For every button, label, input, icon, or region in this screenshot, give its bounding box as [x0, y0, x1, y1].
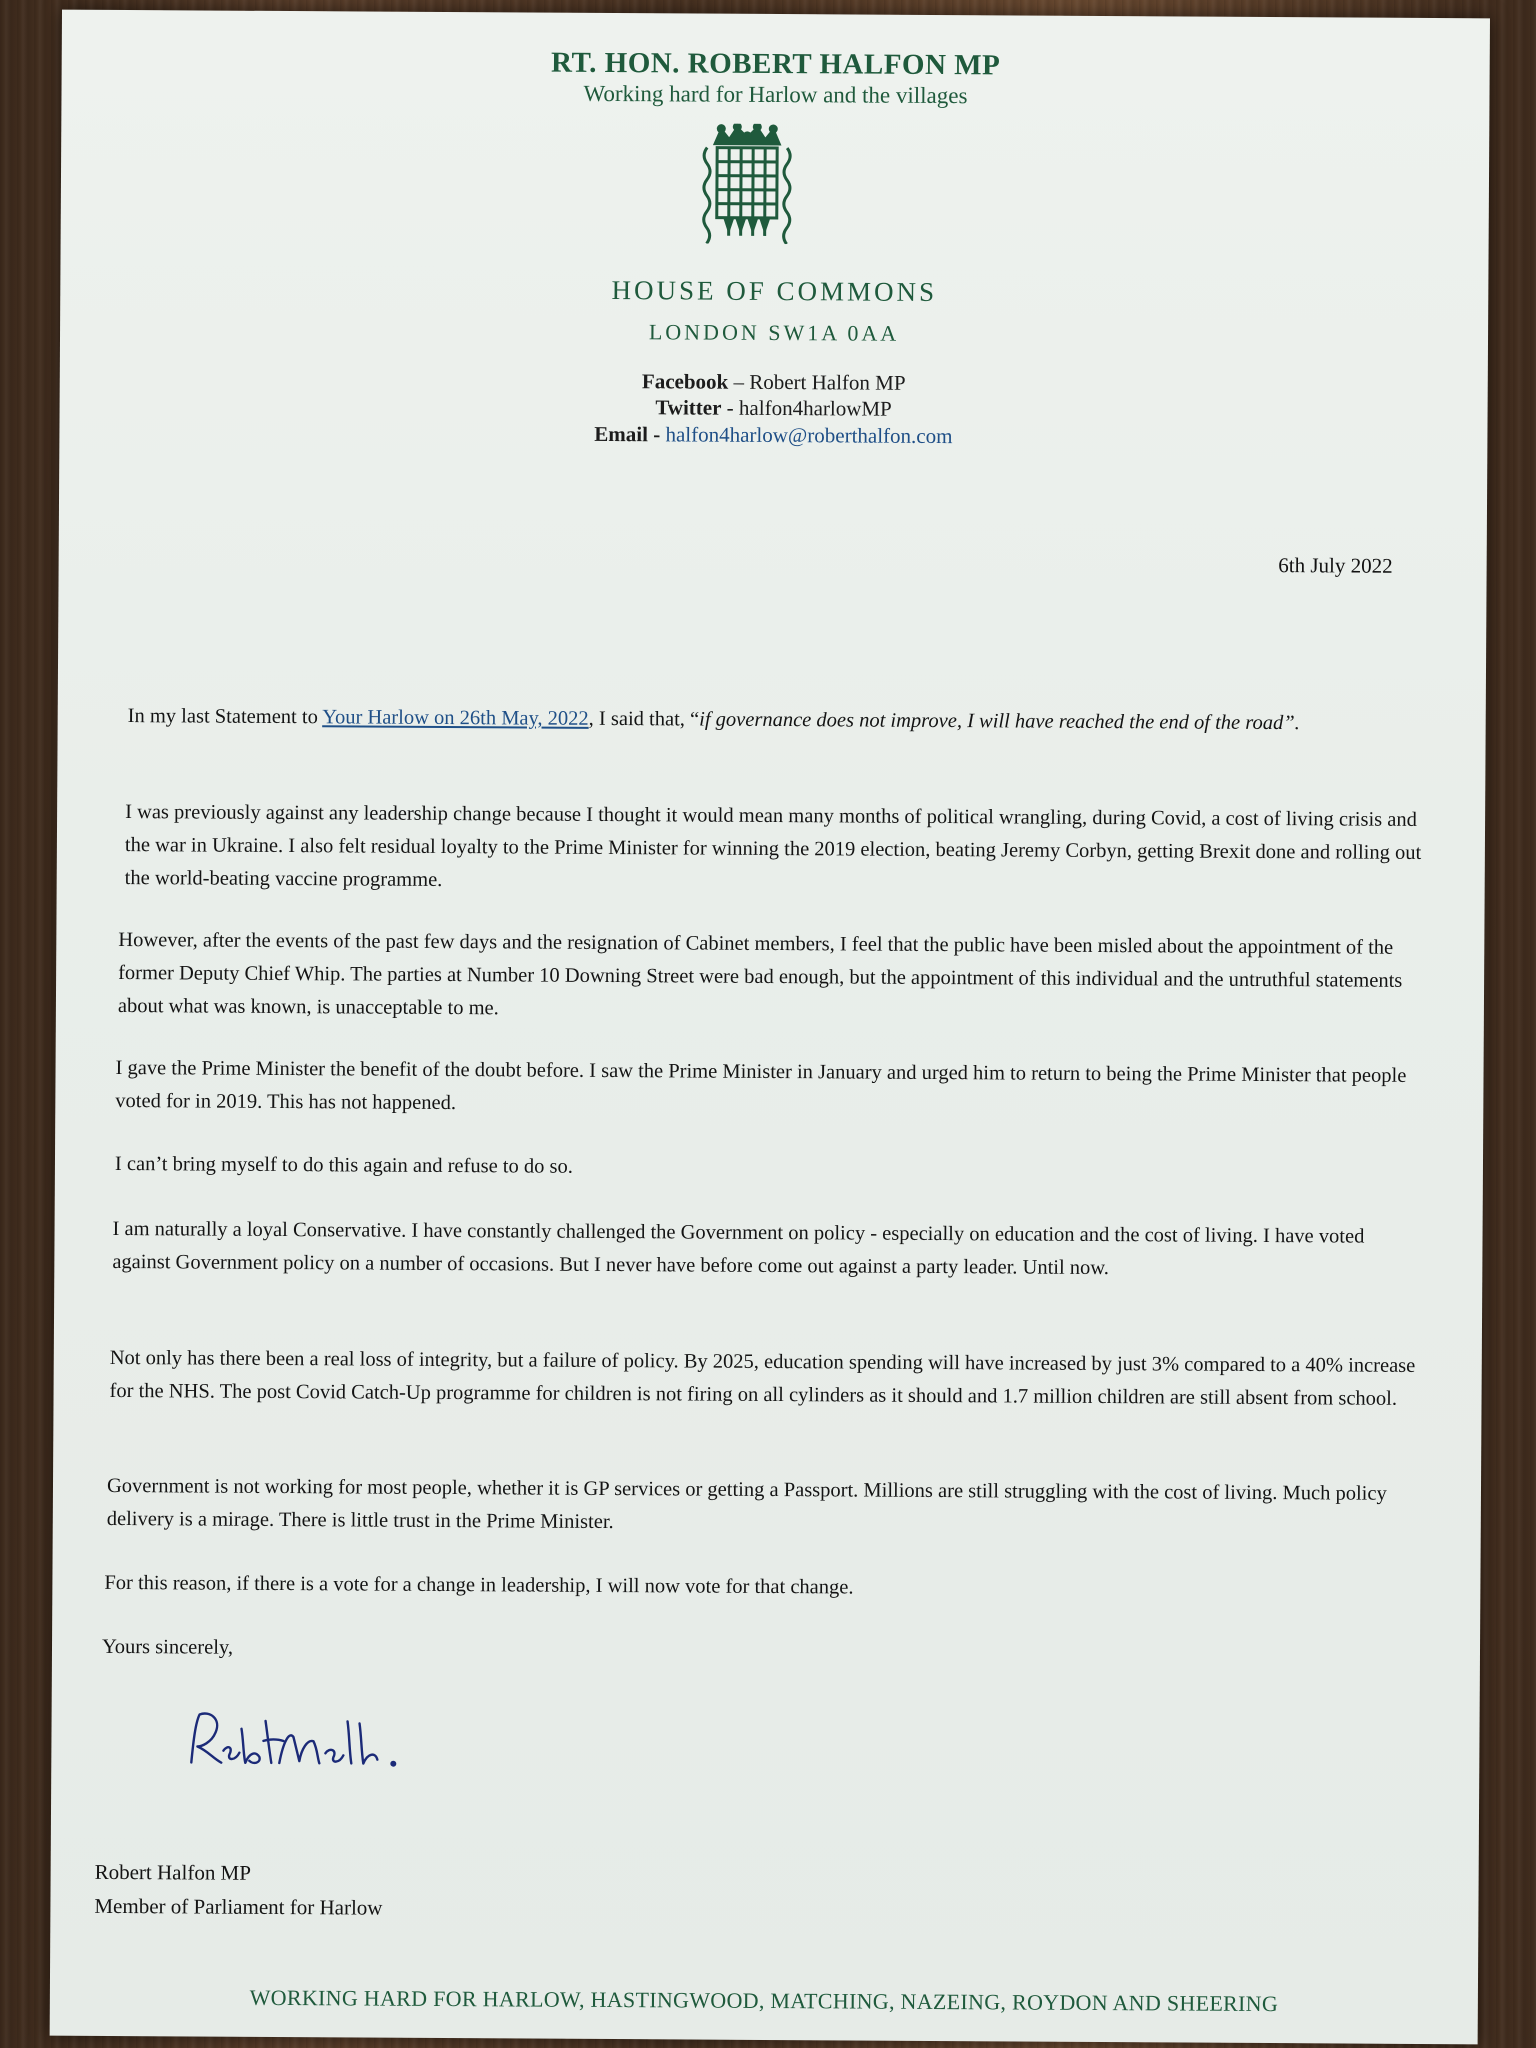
- contact-separator: -: [721, 395, 740, 420]
- contact-separator: –: [728, 369, 750, 394]
- paragraph-1: [128, 700, 1428, 741]
- paragraph-text: In my last Statement to: [127, 705, 323, 729]
- contact-label: Facebook: [641, 369, 729, 394]
- contact-value: Robert Halfon MP: [749, 369, 906, 395]
- paragraph-8: Government is not working for most people, whether it is GP services or getting a Passport. Millions are still struggling with the cost of living. Much policy delivery is a mirage. There is little trust in the Prime Minister.: [106, 1474, 1387, 1534]
- your-harlow-link[interactable]: Your Harlow on 26th May, 2022: [322, 706, 589, 730]
- signatory-name: Robert Halfon MP: [94, 1859, 252, 1885]
- contact-label: Email: [594, 421, 649, 447]
- closing: Yours sincerely,: [101, 1635, 234, 1659]
- contact-label: Twitter: [655, 395, 722, 420]
- portcullis-icon: [697, 124, 798, 245]
- quoted-statement: if governance does not improve, I will have reached the end of the road”.: [699, 708, 1300, 735]
- paragraph-6: I am naturally a loyal Conservative. I have constantly challenged the Government on policy - especially on education and the cost of living. I have voted against Government policy on a number of occasions. But I never have before come out against a party leader. Until now.: [112, 1217, 1365, 1280]
- footer-tagline: WORKING HARD FOR HARLOW, HASTINGWOOD, MATCHING, NAZEING, ROYDON AND SHEERING: [249, 1984, 1279, 2017]
- email-link[interactable]: halfon4harlow@roberthalfon.com: [665, 422, 953, 449]
- address: LONDON SW1A 0AA: [648, 319, 900, 346]
- contact-separator: -: [647, 422, 666, 447]
- paragraph-5: I can’t bring myself to do this again and refuse to do so.: [114, 1152, 573, 1178]
- contact-value: halfon4harlowMP: [738, 395, 892, 421]
- mp-name: RT. HON. ROBERT HALFON MP: [550, 46, 1001, 82]
- tagline: Working hard for Harlow and the villages: [583, 80, 968, 109]
- signature: [179, 1700, 420, 1791]
- paragraph-3: However, after the events of the past few days and the resignation of Cabinet members, I feel that the public have been misled about the appointment of the former Deputy Chief Whip. The parties at Number 10 Downing Street were bad enough, but the appointment of this individual and the untruthful statements about what was known, is unacceptable to me.: [117, 929, 1403, 1020]
- paragraph-4: I gave the Prime Minister the benefit of the doubt before. I saw the Prime Minister in January and urged him to return to being the Prime Minister that people voted for in 2019. This has not happened.: [115, 1056, 1407, 1115]
- letter-page: [50, 10, 1490, 2045]
- institution-name: HOUSE OF COMMONS: [611, 275, 938, 307]
- letter-date: 6th July 2022: [1278, 553, 1393, 578]
- paragraph-7: Not only has there been a real loss of integrity, but a failure of policy. By 2025, education spending will have increased by just 3% compared to a 40% increase for the NHS. The post Covid Catch-Up programme for children is not firing on all cylinders as it should and 1.7 million children are still absent from school.: [109, 1346, 1416, 1410]
- paragraph-2: I was previously against any leadership change because I thought it would mean many months of political wrangling, during Covid, a cost of living crisis and the war in Ukraine. I also felt residual loyalty to the Prime Minister for winning the 2019 election, beating Jeremy Corbyn, getting Brexit done and rolling out the world-beating vaccine programme.: [124, 801, 1422, 891]
- paragraph-9: For this reason, if there is a vote for a change in leadership, I will now vote for that change.: [104, 1571, 854, 1599]
- paragraph-text: , I said that, “: [588, 707, 700, 731]
- signatory-title: Member of Parliament for Harlow: [94, 1893, 383, 1920]
